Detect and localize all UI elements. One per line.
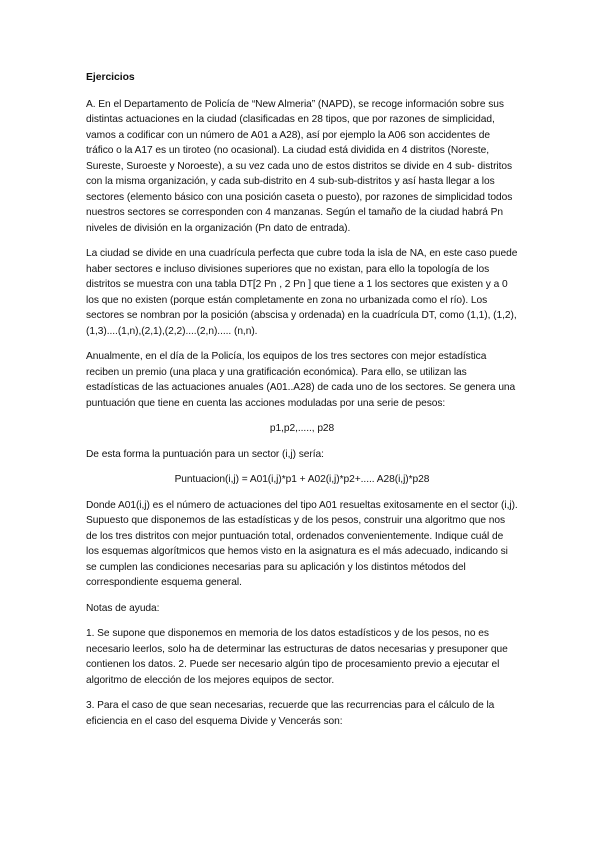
paragraph-grid: La ciudad se divide en una cuadrícula perfecta que cubre toda la isla de NA, en este caso puede haber sectores e incluso divisiones superiores que no existan, para ello la topología de los distritos se muestra con una tabla DT[2 Pn , 2 Pn ] que tiene a 1 los sectores que existen y a 0 los que no existen (porque están completamente en zona no urbanizada como el río). Los sectores se nombran por la posición (abscisa y ordenada) en la cuadrícula DT, como (1,1), (1,2),(1,3)....(1,n),(2,1),(2,2)....(2,n)..... (n,n).	[86, 248, 518, 337]
notes-heading: Notas de ayuda:	[86, 602, 160, 614]
paragraph-annual-award: Anualmente, en el día de la Policía, los equipos de los tres sectores con mejor estadística reciben un premio (una placa y una gratificación económica). Para ello, se utilizan las estadísticas de las actuaciones anuales (A01..A28) de cada uno de los sectores. Se genera una puntuación que tiene en cuenta las acciones moduladas por una serie de pesos:	[86, 351, 516, 409]
note-3: 3. Para el caso de que sean necesarias, recuerde que las recurrencias para el cálculo de la eficiencia en el caso del esquema Divide y Vencerás son:	[86, 700, 495, 727]
score-intro: De esta forma la puntuación para un sector (i,j) sería:	[86, 448, 324, 460]
weights-line: p1,p2,....., p28	[269, 423, 335, 434]
paragraph-where: Donde A01(i,j) es el número de actuaciones del tipo A01 resueltas exitosamente en el sector (i,j). Supuesto que disponemos de las estadísticas y de los pesos, construir una algoritmo que nos de los tres distritos con mejor puntuación total, ordenados convenientemente. Indique cuál de los esquemas algorítmicos que hemos visto en la asignatura es el más adecuado, indicando si se cumplen las condiciones necesarias para su aplicación y los distintos métodos del correspondiente esquema general.	[86, 499, 518, 588]
paragraph-exercise-a: A. En el Departamento de Policía de “New Almeria” (NAPD), se recoge información sobre sus distintas actuaciones en la ciudad (clasificadas en 28 tipos, que por razones de simplicidad, vamos a codificar con un número de A01 a A28), así por ejemplo la A06 son accidentes de tráfico o la A17 es un tiroteo (no ocasional). La ciudad está dividida en 4 distritos (Noreste, Sureste, Suroeste y Noroeste), a su vez cada uno de estos distritos se divide en 4 sub- distritos con la misma organización, y cada sub-distrito en 4 sub-sub-distritos y así hasta llegar a los sectores (elemento básico con una posición caseta o puesto), por razones de simplicidad todos nuestros sectores se corresponden con 4 manzanas. Según el tamaño de la ciudad habrá Pn niveles de división en la organización (Pn dato de entrada).	[86, 98, 513, 234]
score-formula: Puntuacion(i,j) = A01(i,j)*p1 + A02(i,j)*p2+..... A28(i,j)*p28	[174, 474, 430, 485]
document-body	[86, 70, 518, 739]
document-title: Ejercicios	[86, 72, 135, 83]
note-1-2: 1. Se supone que disponemos en memoria de los datos estadísticos y de los pesos, no es necesario leerlos, solo ha de determinar las estructuras de datos necesarias y presuponer que contienen los datos. 2. Puede ser necesario algún tipo de procesamiento previo a ejecutar el algoritmo de elección de los mejores equipos de sector.	[86, 628, 508, 686]
